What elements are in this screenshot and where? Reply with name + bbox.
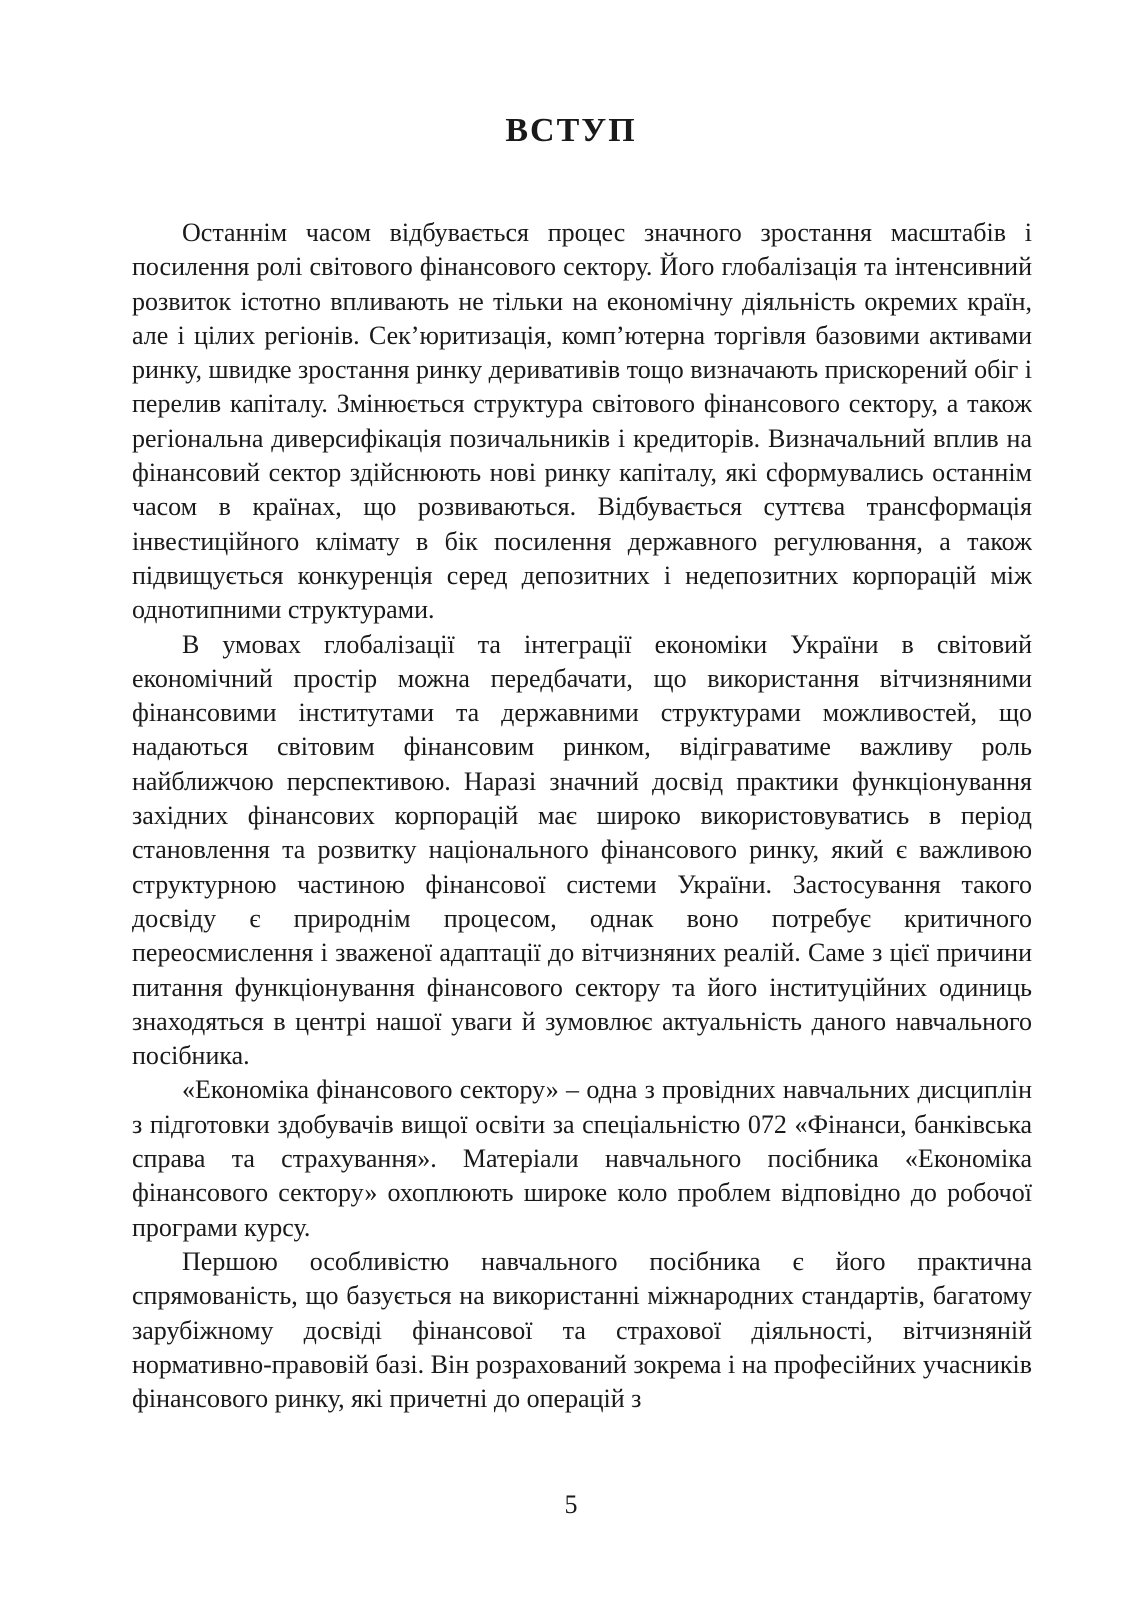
paragraph-1: Останнім часом відбувається процес значного зростання масштабів і посилення ролі світового фінансового сектору. Його глобалізація та інтенсивний розвиток істотно впливають не тільки на економічну діяльність окремих країн, але і цілих регіонів. Сек’юритизація, комп’ютерна торгівля базовими активами ринку, швидке зростання ринку деривативів тощо визначають прискорений обіг і перелив капіталу. Змінюється структура світового фінансового сектору, а також регіональна диверсифікація позичальників і кредиторів. Визначальний вплив на фінансовий сектор здійснюють нові ринку капіталу, які сформувались останнім часом в країнах, що розвиваються. Відбувається суттєва трансформація інвестиційного клімату в бік посилення державного регулювання, а також підвищується конкуренція серед депозитних і недепозитних корпорацій між однотипними структурами. (132, 218, 1032, 625)
paragraph-4: Першою особливістю навчального посібника є його практична спрямованість, що базується на використанні міжнародних стандартів, багатому зарубіжному досвіді фінансової та страхової діяльності, вітчизняній нормативно-правовій базі. Він розрахований зокрема і на професійних учасників фінансового ринку, які причетні до операцій з (132, 1246, 1032, 1414)
paragraph-2: В умовах глобалізації та інтеграції економіки України в світовий економічний простір можна передбачати, що використання вітчизняними фінансовими інститутами та державними структурами можливостей, що надаються світовим фінансовим ринком, відіграватиме важливу роль найближчою перспективою. Наразі значний досвід практики функціонування західних фінансових корпорацій має широко використовуватись в період становлення та розвитку національного фінансового ринку, який є важливою структурною частиною фінансової системи України. Застосування такого досвіду є природнім процесом, однак воно потребує критичного переосмислення і зваженої адаптації до вітчизняних реалій. Саме з цієї причини питання функціонування фінансового сектору та його інституційних одиниць знаходяться в центрі нашої уваги й зумовлює актуальність даного навчального посібника. (132, 629, 1032, 1071)
paragraph-3: «Економіка фінансового сектору» – одна з провідних навчальних дисциплін з підготовки здобувачів вищої освіти за спеціальністю 072 «Фінанси, банківська справа та страхування». Матеріали навчального посібника «Економіка фінансового сектору» охоплюють широке коло проблем відповідно до робочої програми курсу. (132, 1075, 1032, 1242)
page-number: 5 (564, 1490, 578, 1519)
body-text (132, 216, 1032, 1416)
page-title: ВСТУП (505, 112, 637, 149)
